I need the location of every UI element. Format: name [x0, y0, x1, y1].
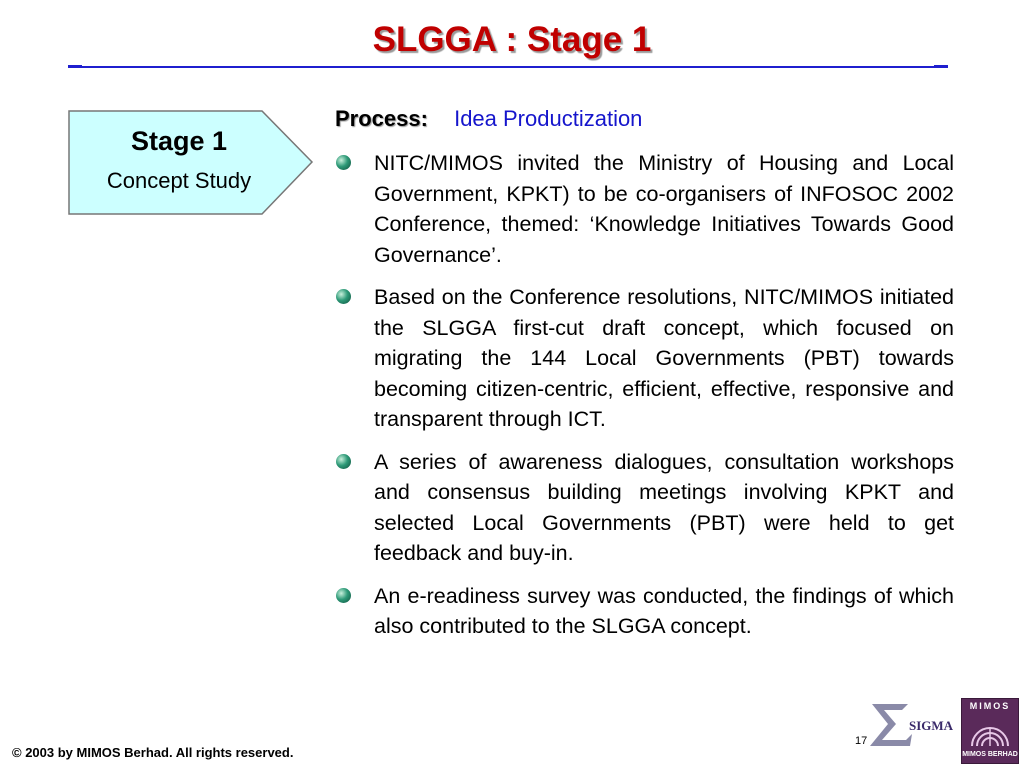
bullet-text: Based on the Conference resolutions, NITC/MIMOS initiated the SLGGA first-cut draft concept, which focused on migrating the 144 Local Governments (PBT) towards becoming citizen-centric, efficient, effective, responsive and transparent through ICT.	[374, 285, 954, 431]
mimos-logo-top-text: MIMOS	[969, 701, 1011, 711]
stage-arrow-box	[68, 110, 314, 214]
process-heading	[335, 106, 642, 132]
copyright-footer: © 2003 by MIMOS Berhad. All rights reserved.	[12, 745, 294, 760]
sphere-bullet-icon	[336, 454, 351, 469]
list-item	[336, 447, 954, 569]
slide-title: SLGGA : Stage 1	[372, 20, 652, 59]
mimos-logo-bottom-text: MIMOS BERHAD	[962, 751, 1018, 758]
sphere-bullet-icon	[336, 289, 351, 304]
bullet-list	[336, 148, 954, 654]
title-rule-right-tick	[934, 65, 948, 68]
sigma-logo-text: SIGMA	[909, 718, 954, 733]
list-item	[336, 148, 954, 270]
process-value: Idea Productization	[454, 106, 643, 131]
mimos-arch-icon	[970, 714, 1010, 748]
process-label: Process:	[335, 106, 428, 131]
stage-sublabel: Concept Study	[106, 168, 252, 193]
bullet-text: NITC/MIMOS invited the Ministry of Housing and Local Government, KPKT) to be co-organisers of INFOSOC 2002 Conference, themed: ‘Knowledge Initiatives Towards Good Governance’.	[374, 151, 954, 267]
list-item	[336, 282, 954, 435]
mimos-logo	[961, 698, 1019, 764]
title-underline	[68, 66, 948, 68]
bullet-text: An e-readiness survey was conducted, the findings of which also contributed to the SLGGA concept.	[374, 583, 954, 638]
sphere-bullet-icon	[336, 588, 351, 603]
bullet-text: A series of awareness dialogues, consultation workshops and consensus building meetings involving KPKT and selected Local Governments (PBT) were held to get feedback and buy-in.	[374, 449, 954, 565]
page-number: 17	[855, 735, 868, 747]
stage-label: Stage 1	[130, 126, 228, 156]
sphere-bullet-icon	[336, 155, 351, 170]
list-item	[336, 581, 954, 642]
